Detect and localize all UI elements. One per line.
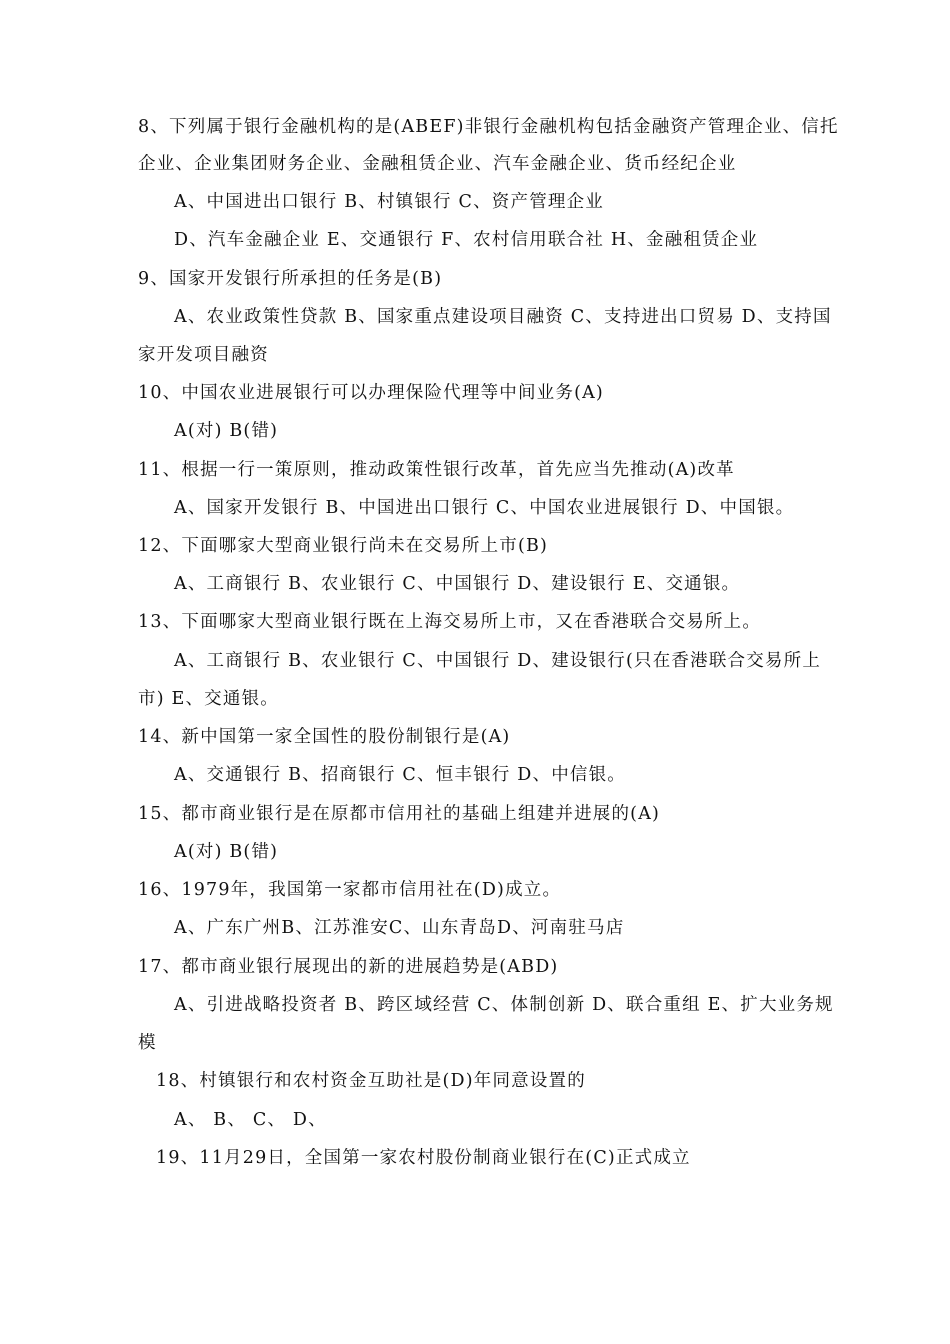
q15-question: 15、都市商业银行是在原都市信用社的基础上组建并进展的(A) <box>138 804 661 824</box>
q10-options: A(对) B(错) <box>174 421 279 441</box>
q8-question-line1: 8、下列属于银行金融机构的是(ABEF)非银行金融机构包括金融资产管理企业、信托 <box>138 117 839 137</box>
q8-options-line2: D、汽车金融企业 E、交通银行 F、农村信用联合社 H、金融租赁企业 <box>174 230 759 250</box>
q18-question: 18、村镇银行和农村资金互助社是(D)年同意设置的 <box>156 1071 586 1091</box>
q18-options: A、 B、 C、 D、 <box>174 1110 327 1130</box>
q14-question: 14、新中国第一家全国性的股份制银行是(A) <box>138 727 511 747</box>
q13-question: 13、下面哪家大型商业银行既在上海交易所上市，又在香港联合交易所上。 <box>138 612 762 632</box>
q12-options: A、工商银行 B、农业银行 C、中国银行 D、建设银行 E、交通银。 <box>174 574 741 594</box>
q19-question: 19、11月29日，全国第一家农村股份制商业银行在(C)正式成立 <box>156 1148 691 1168</box>
q10-question: 10、中国农业进展银行可以办理保险代理等中间业务(A) <box>138 383 604 403</box>
q8-question-line2: 企业、企业集团财务企业、金融租赁企业、汽车金融企业、货币经纪企业 <box>138 154 737 174</box>
q9-options-line1: A、农业政策性贷款 B、国家重点建设项目融资 C、支持进出口贸易 D、支持国 <box>174 307 832 327</box>
q11-options: A、国家开发银行 B、中国进出口银行 C、中国农业进展银行 D、中国银。 <box>174 498 795 518</box>
q12-question: 12、下面哪家大型商业银行尚未在交易所上市(B) <box>138 536 549 556</box>
q8-options-line1: A、中国进出口银行 B、村镇银行 C、资产管理企业 <box>174 192 605 212</box>
q14-options: A、交通银行 B、招商银行 C、恒丰银行 D、中信银。 <box>174 765 627 785</box>
q9-options-line2: 家开发项目融资 <box>138 345 269 365</box>
q16-options: A、广东广州B、江苏淮安C、山东青岛D、河南驻马店 <box>174 918 625 938</box>
q9-question: 9、国家开发银行所承担的任务是(B) <box>138 269 443 289</box>
q17-options-line1: A、引进战略投资者 B、跨区域经营 C、体制创新 D、联合重组 E、扩大业务规 <box>174 995 834 1015</box>
q13-options-line1: A、工商银行 B、农业银行 C、中国银行 D、建设银行(只在香港联合交易所上 <box>174 651 822 671</box>
q11-question: 11、根据一行一策原则，推动政策性银行改革，首先应当先推动(A)改革 <box>138 460 735 480</box>
q17-question: 17、都市商业银行展现出的新的进展趋势是(ABD) <box>138 957 559 977</box>
q13-options-line2: 市) E、交通银。 <box>138 689 279 709</box>
q15-options: A(对) B(错) <box>174 842 279 862</box>
q16-question: 16、1979年，我国第一家都市信用社在(D)成立。 <box>138 880 562 900</box>
q17-options-line2: 模 <box>138 1033 157 1053</box>
